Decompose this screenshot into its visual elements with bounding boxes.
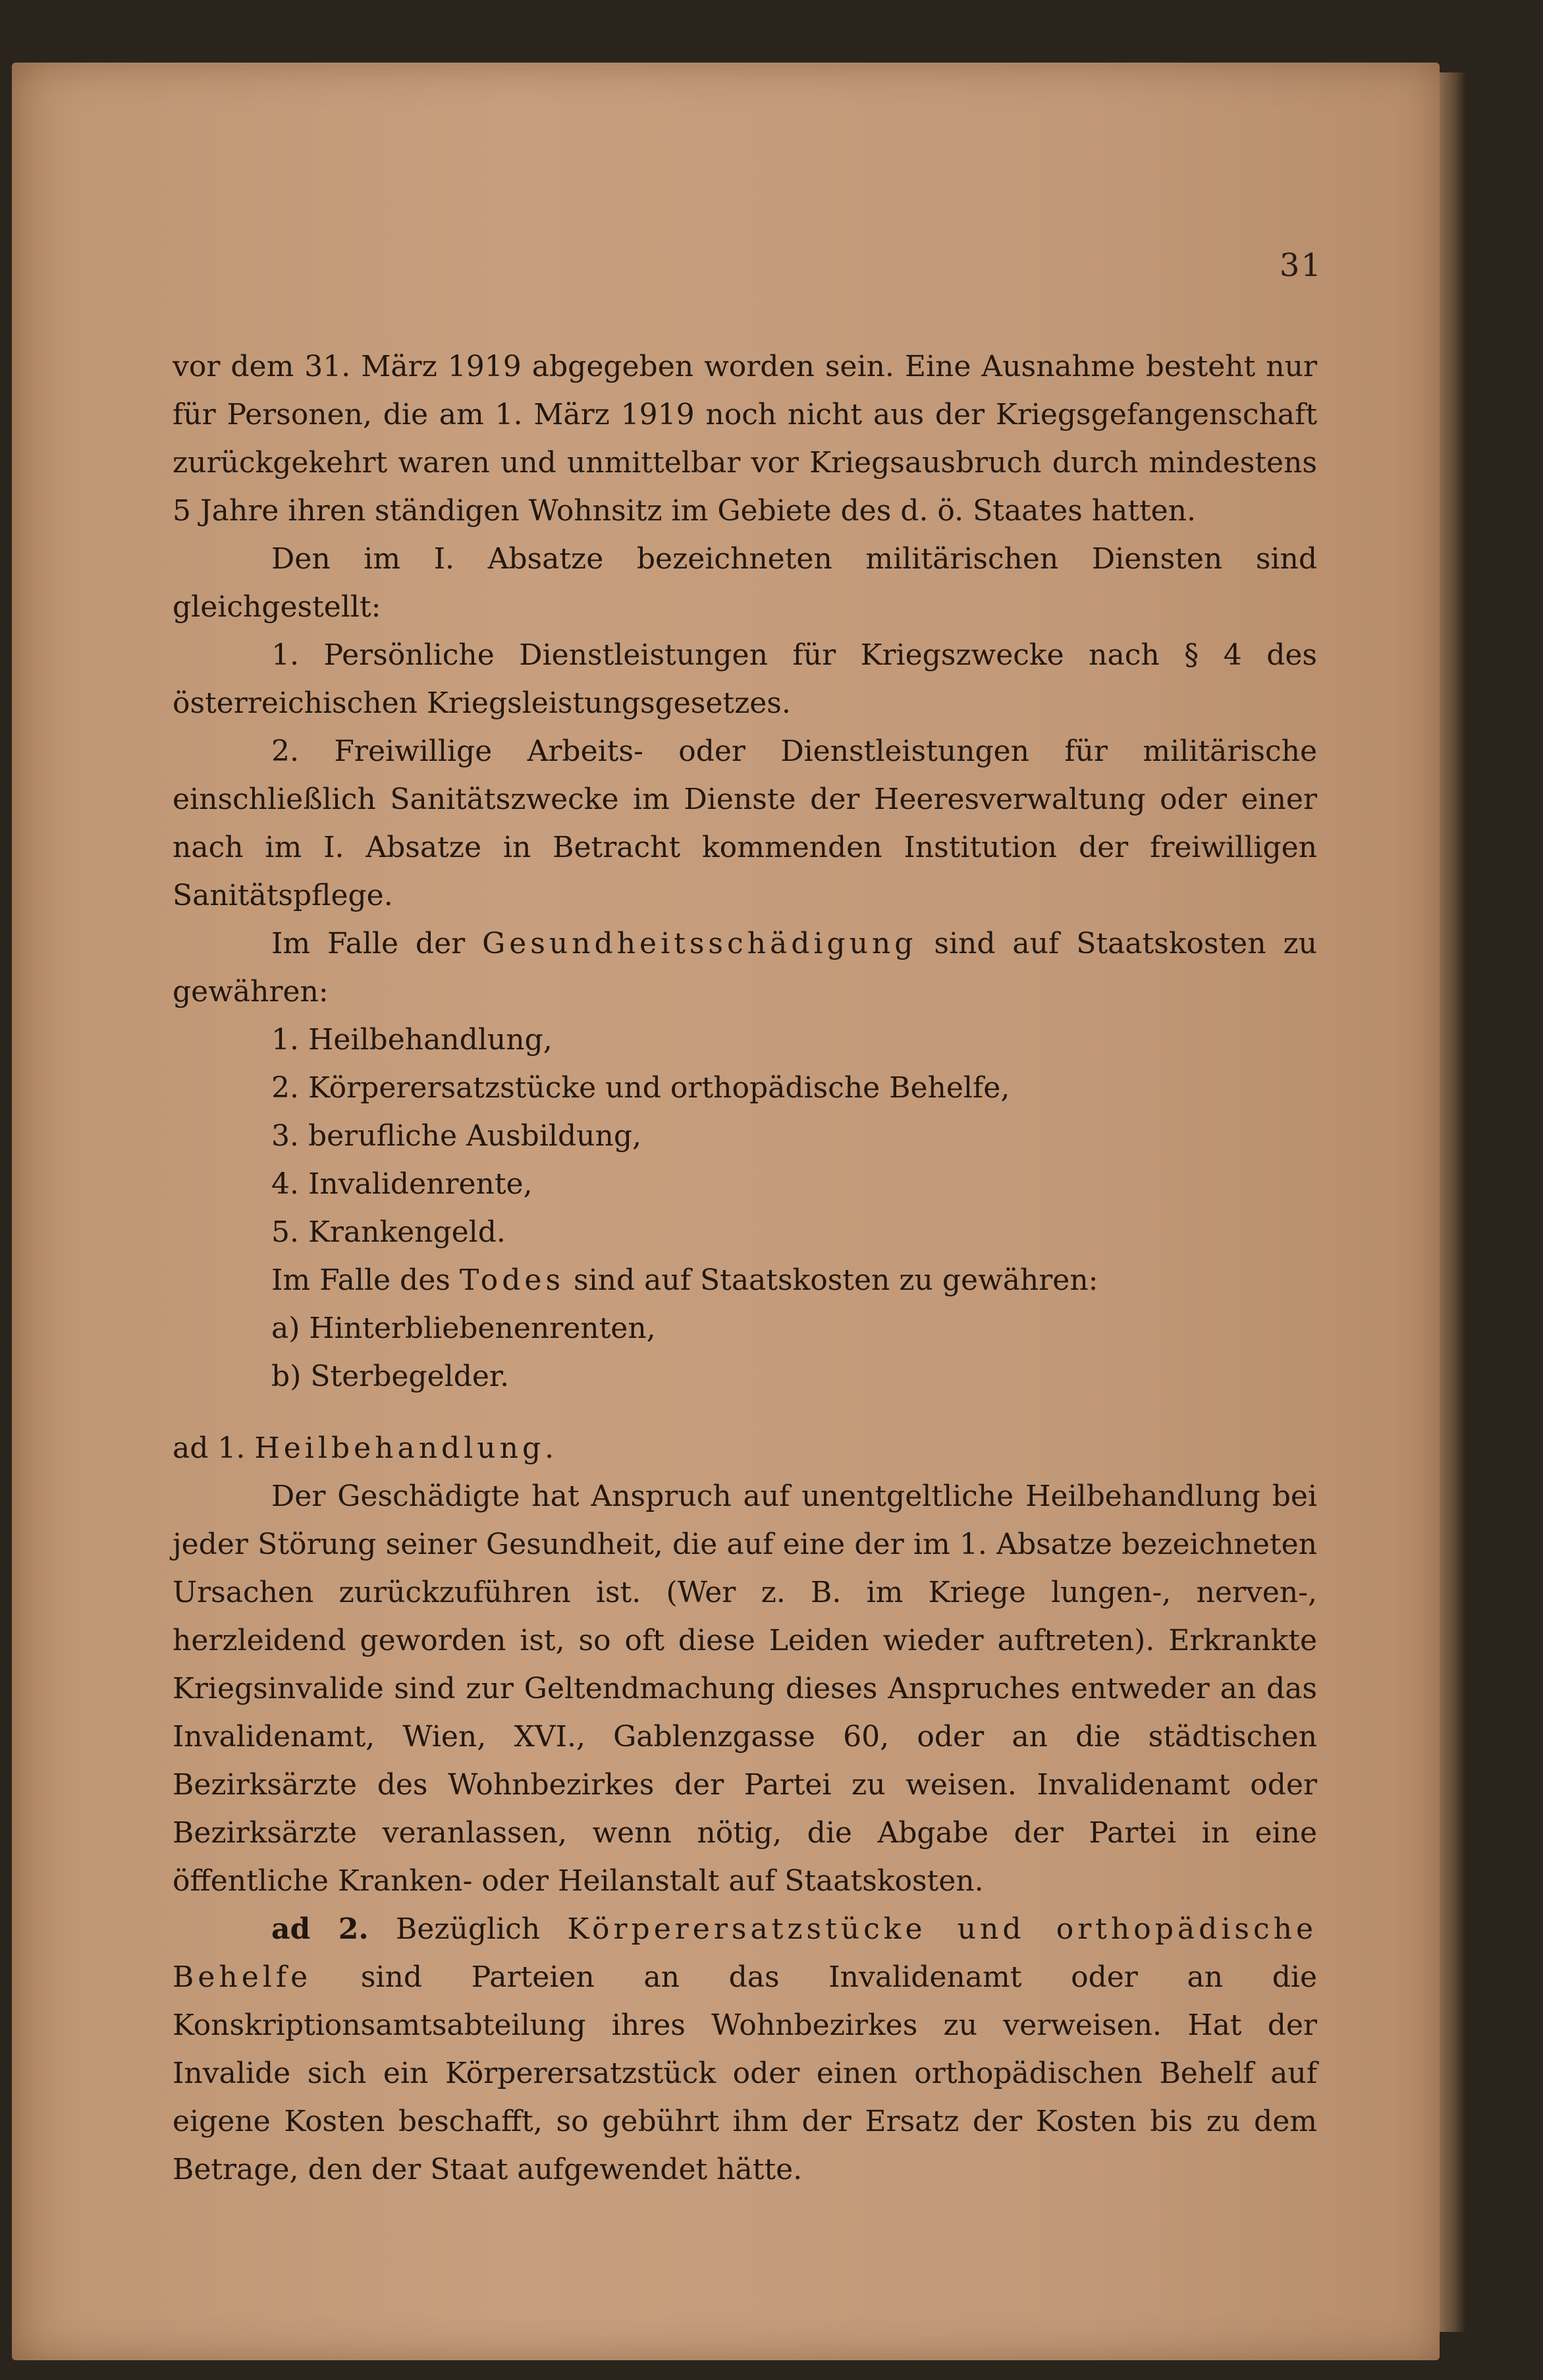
list-item: b) Sterbegelder. [271,1360,510,1393]
tail-text: sind Parteien an das Invalidenamt oder an die Konskriptionsamtsabteilung ihres Wohnbezirkes zu verweisen. Hat der Invalide sich ein Körperersatzstück oder einen orthopädischen Behelf auf eigene Kosten beschafft, so gebührt ihm der Ersatz der Kosten bis zu dem Betrage, den der Staat aufgewendet hätte. [173,1960,1317,2186]
list-item: 5. Krankengeld. [271,1215,506,1249]
spaced-term: Todes [459,1263,565,1297]
list-item: a) Hinterbliebenenrenten, [271,1312,656,1345]
page-edge [1440,72,1466,2332]
heading-prefix: ad 1. [173,1431,255,1465]
list-item: 2. Körperersatzstücke und orthopädische Behelfe, [271,1071,1010,1105]
heading-title: Heilbehandlung. [254,1431,558,1465]
tail-text: sind auf Staatskosten zu gewähren: [173,927,1317,1009]
section-ref: ad 2. [271,1912,369,1946]
tail-text: sind auf Staatskosten zu gewähren: [564,1263,1098,1297]
paragraph-heilbehandlung: Der Geschädigte hat Anspruch auf unentgeltliche Heilbehandlung bei jeder Störung seiner Gesundheit, die auf eine der im 1. Absatze bezeichneten Ursachen zurückzuführen ist. (Wer z. B. im Kriege lungen-, nerven-, herzleidend geworden ist, so oft diese Leiden wieder auftreten). Erkrankte Kriegsinvalide sind zur Geltendmachung dieses Anspruches entweder an das Invalidenamt, Wien, XVI., Gablenzgasse 60, oder an die städtischen Bezirksärzte des Wohnbezirkes der Partei zu weisen. Invalidenamt oder Bezirksärzte veranlassen, wenn nötig, die Abgabe der Partei in eine öffentliche Kranken- oder Heilanstalt auf Staatskosten. [173,1480,1317,1898]
lead-text: Bezüglich [368,1912,568,1946]
lead-text: Im Falle des [271,1263,460,1297]
paragraph-gesundheitsschaedigung [173,920,1317,1016]
page-text [173,343,1317,2194]
lead-text: Im Falle der [271,927,483,960]
list-item: 4. Invalidenrente, [271,1167,533,1201]
section-heading [173,1424,1317,1472]
spaced-term: Körperersatzstücke und orthopädische Behelfe [173,1912,1318,1994]
list-item-freiwillige-arbeiten: 2. Freiwillige Arbeits- oder Dienstleistungen für militärische einschließlich Sanitätszwecke im Dienste der Heeresverwaltung oder einer nach im I. Absatze in Betracht kommenden Institution der freiwilligen Sanitätspflege. [173,734,1317,912]
paragraph-koerperersatzstuecke [173,1905,1317,2194]
page-number: 31 [1279,247,1322,284]
list-item-persoenliche-dienstleistungen: 1. Persönliche Dienstleistungen für Kriegszwecke nach § 4 des österreichischen Kriegsleistungsgesetzes. [173,638,1317,720]
paragraph-todesfall [173,1256,1317,1304]
paragraph-gleichgestellt: Den im I. Absatze bezeichneten militärischen Diensten sind gleichgestellt: [173,542,1317,624]
list-item: 3. berufliche Ausbildung, [271,1119,641,1153]
list-item: 1. Heilbehandlung, [271,1023,553,1057]
paragraph-continuation: vor dem 31. März 1919 abgegeben worden sein. Eine Ausnahme besteht nur für Personen, die am 1. März 1919 noch nicht aus der Kriegsgefangenschaft zurückgekehrt waren und unmittelbar vor Kriegsausbruch durch mindestens 5 Jahre ihren ständigen Wohnsitz im Gebiete des d. ö. Staates hatten. [173,350,1317,528]
spaced-term: Gesundheitsschädigung [482,927,917,960]
